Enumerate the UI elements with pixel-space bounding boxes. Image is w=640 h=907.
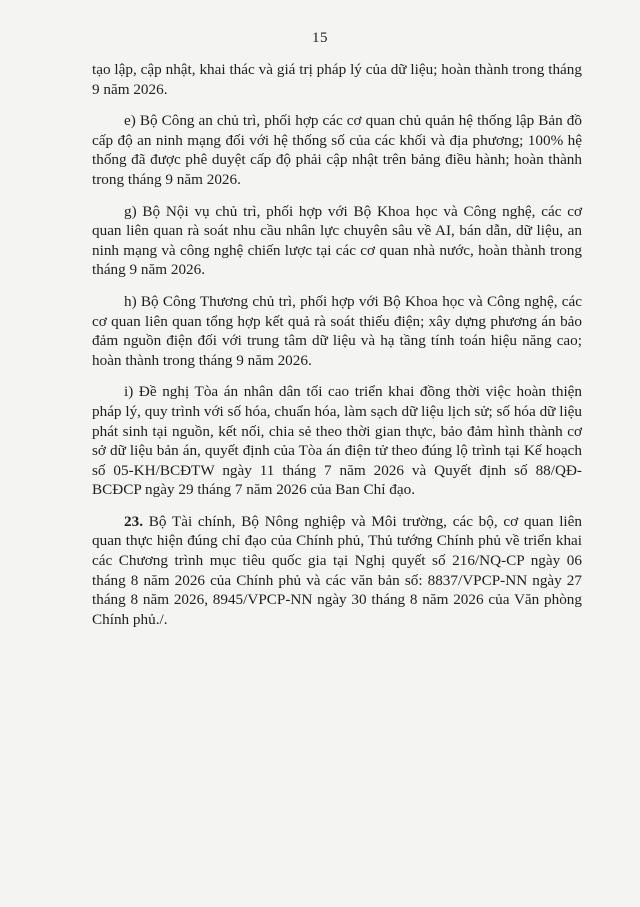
page-number: 15 [312,30,328,46]
paragraph-item-g: g) Bộ Nội vụ chủ trì, phối hợp với Bộ Khoa học và Công nghệ, các cơ quan liên quan rà soát nhu cầu nhân lực chuyên sâu về AI, bán dẫn, dữ liệu, an ninh mạng và công nghệ chiến lược tại các cơ quan nhà nước, hoàn thành trong tháng 9 năm 2026. [92,202,582,279]
paragraph-item-e: e) Bộ Công an chủ trì, phối hợp các cơ quan chủ quản hệ thống lập Bản đồ cấp độ an ninh mạng đối với hệ thống số của các khối và địa phương; 100% hệ thống đã được phê duyệt cấp độ phải cập nhật trên bảng điều hành; hoàn thành trong tháng 9 năm 2026. [92,112,582,188]
paragraph-item-23-text: Bộ Tài chính, Bộ Nông nghiệp và Môi trường, các bộ, cơ quan liên quan thực hiện đúng chỉ đạo của Chính phủ, Thủ tướng Chính phủ về triển khai các Chương trình mục tiêu quốc gia tại Nghị quyết số 216/NQ-CP ngày 06 tháng 8 năm 2026 của Chính phủ và các văn bản số: 8837/VPCP-NN ngày 27 tháng 8 năm 2026, 8945/VPCP-NN ngày 30 tháng 8 năm 2026 của Văn phòng Chính phủ./. [92,512,582,628]
item-number-23: 23. [124,512,143,530]
paragraph-item-h: h) Bộ Công Thương chủ trì, phối hợp với Bộ Khoa học và Công nghệ, các cơ quan liên quan tổng hợp kết quả rà soát thiếu điện; xây dựng phương án bảo đảm nguồn điện đối với trung tâm dữ liệu và hạ tầng tính toán hiệu năng cao; hoàn thành trong tháng 9 năm 2026. [92,292,582,369]
paragraph-continuation: tạo lập, cập nhật, khai thác và giá trị pháp lý của dữ liệu; hoàn thành trong tháng 9 năm 2026. [92,61,582,98]
paragraph-item-23 [92,512,582,630]
document-body [92,60,582,641]
paragraph-item-i: i) Đề nghị Tòa án nhân dân tối cao triển khai đồng thời việc hoàn thiện pháp lý, quy trình với số hóa, chuẩn hóa, làm sạch dữ liệu lịch sử; số hóa dữ liệu phát sinh tại nguồn, kết nối, chia sẻ theo thời gian thực, bảo đảm hình thành cơ sở dữ liệu bản án, quyết định của Tòa án điện tử theo đúng lộ trình tại Kế hoạch số 05-KH/BCĐTW ngày 11 tháng 7 năm 2026 và Quyết định số 88/QĐ-BCĐCP ngày 29 tháng 7 năm 2026 của Ban Chỉ đạo. [92,383,582,499]
